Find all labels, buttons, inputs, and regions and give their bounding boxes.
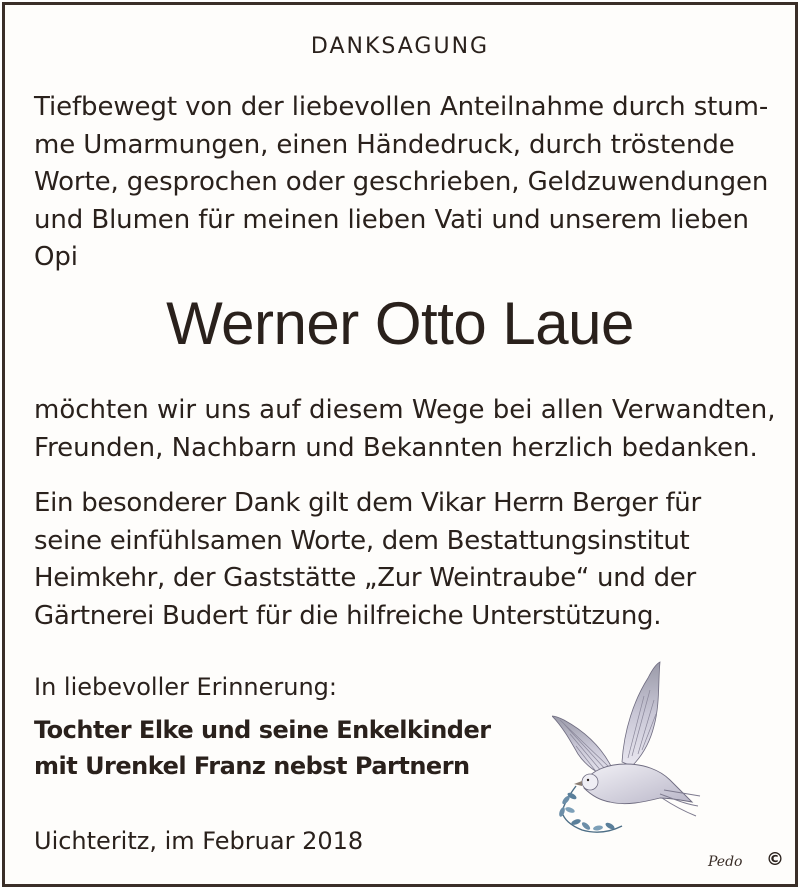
designer-signature: Pedo xyxy=(708,854,743,870)
intro-line: und Blumen für meinen lieben Vati und unserem lieben xyxy=(34,204,749,235)
special-thanks-line: Ein besonderer Dank gilt dem Vikar Herrn Berger für xyxy=(34,488,701,518)
copyright-symbol: © xyxy=(766,849,784,870)
intro-line: me Umarmungen, einen Händedruck, durch tröstende xyxy=(34,129,735,160)
special-thanks-line: seine einfühlsamen Worte, dem Bestattungsinstitut xyxy=(34,525,690,556)
place-date: Uichteritz, im Februar 2018 xyxy=(34,827,364,855)
notice-heading: DANKSAGUNG xyxy=(310,34,490,59)
deceased-name: Werner Otto Laue xyxy=(166,290,634,357)
special-thanks-line: Heimkehr, der Gaststätte „Zur Weintraube“ und der xyxy=(34,563,696,593)
thanks-line: möchten wir uns auf diesem Wege bei allen Verwandten, xyxy=(34,395,776,425)
special-thanks-line: Gärtnerei Budert für die hilfreiche Unterstützung. xyxy=(34,600,662,631)
intro-line: Worte, gesprochen oder geschrieben, Geldzuwendungen xyxy=(34,167,769,197)
family-signatories xyxy=(34,712,491,784)
intro-line: Opi xyxy=(34,242,78,272)
special-thanks-paragraph xyxy=(34,485,701,635)
thanks-paragraph xyxy=(34,392,775,467)
intro-line: Tiefbewegt von der liebevollen Anteilnahme durch stum- xyxy=(34,92,769,122)
thanks-line: Freunden, Nachbarn und Bekannten herzlich bedanken. xyxy=(34,432,758,463)
dove-with-olive-branch-icon xyxy=(552,660,702,835)
intro-paragraph xyxy=(34,89,768,277)
memory-label: In liebevoller Erinnerung: xyxy=(34,673,337,701)
family-line: Tochter Elke und seine Enkelkinder xyxy=(34,716,491,744)
family-line: mit Urenkel Franz nebst Partnern xyxy=(34,752,470,780)
